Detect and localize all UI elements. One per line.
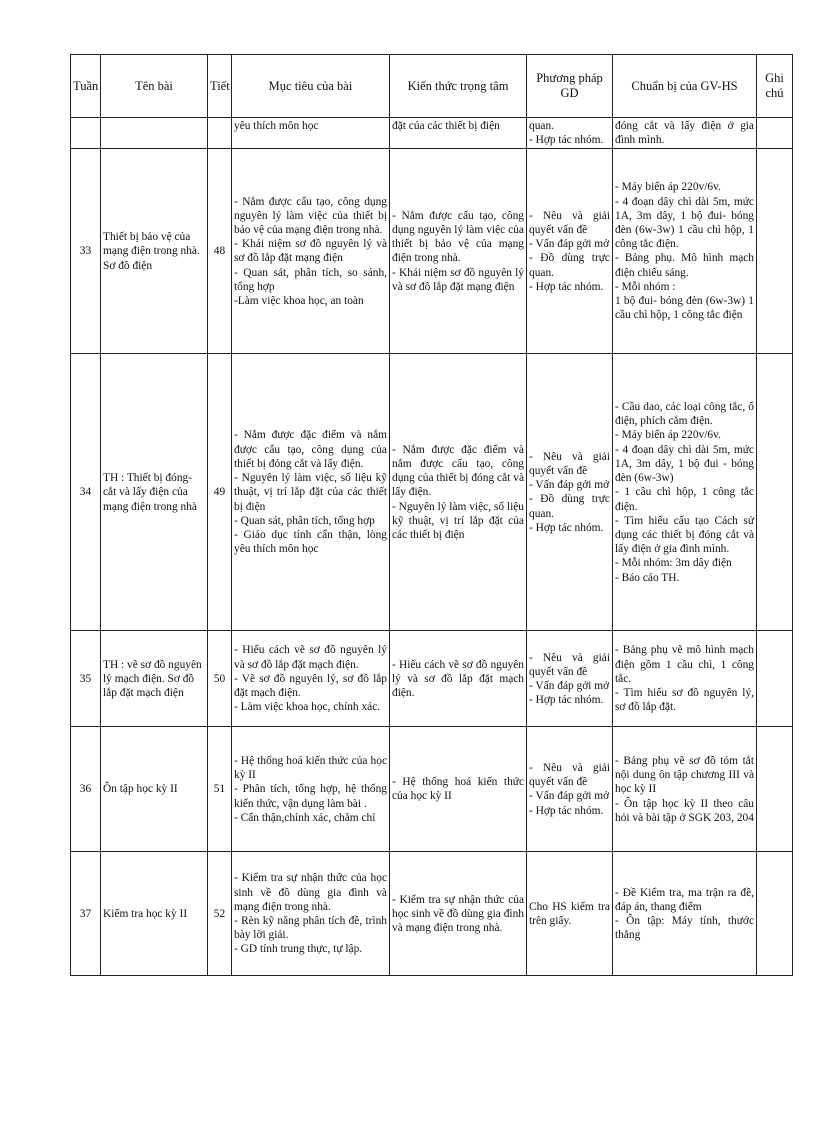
prep-cell bbox=[613, 118, 757, 149]
prep-cell-line: - Bảng phụ vẽ mô hình mạch điện gồm 1 cầu chì, 1 công tắc. bbox=[615, 644, 754, 685]
lesson-title-cell bbox=[101, 631, 208, 727]
prep-cell-line: 1 bộ đui- bóng đèn (6w-3w) 1 cầu chì hộp, 1 công tắc điện bbox=[615, 295, 754, 322]
table-row bbox=[71, 354, 793, 631]
objectives-cell-line: - Khái niệm sơ đồ nguyên lý và sơ đồ lắp đặt mạng điện bbox=[234, 238, 387, 265]
objectives-cell bbox=[232, 354, 390, 631]
week-cell bbox=[71, 149, 101, 354]
objectives-cell bbox=[232, 852, 390, 976]
knowledge-cell-line: - Nắm được cấu tạo, công dụng nguyên lý làm việc của thiết bị bảo vệ của mạng điện trong nhà. bbox=[392, 209, 524, 265]
week-cell-text: 36 bbox=[79, 783, 92, 796]
lesson-title-cell-text: Thiết bị bảo vệ của mạng điện trong nhà. Sơ đồ điện bbox=[103, 231, 200, 272]
table-row bbox=[71, 852, 793, 976]
method-cell-line: - Đồ dùng trực quan. bbox=[529, 252, 610, 279]
method-cell-line: - Hợp tác nhóm. bbox=[529, 804, 604, 817]
week-cell-text: 34 bbox=[79, 486, 92, 499]
method-cell bbox=[527, 631, 613, 727]
method-cell-line: - Hợp tác nhóm. bbox=[529, 521, 604, 534]
prep-cell bbox=[613, 852, 757, 976]
objectives-cell-line: - Hệ thống hoá kiến thức của học kỳ II bbox=[234, 754, 387, 782]
objectives-cell-line: - Vẽ sơ đồ nguyên lý, sơ đồ lắp đặt mạch điện. bbox=[234, 672, 387, 699]
method-cell-line: - Hợp tác nhóm. bbox=[529, 280, 604, 293]
method-cell-line: quan. bbox=[529, 120, 554, 132]
header-prep: Chuẩn bị của GV-HS bbox=[613, 55, 757, 118]
method-cell bbox=[527, 852, 613, 976]
lesson-title-cell bbox=[101, 149, 208, 354]
prep-cell bbox=[613, 354, 757, 631]
method-cell-line: Cho HS kiểm tra trên giấy. bbox=[529, 900, 610, 927]
objectives-cell-line: - Nắm được cấu tạo, công dụng nguyên lý làm việc của thiết bị bảo vệ của mạng điện trong nhà. bbox=[234, 195, 387, 236]
prep-cell-line: - Đề Kiểm tra, ma trận ra đề, đáp án, thang điểm bbox=[615, 886, 754, 913]
objectives-cell bbox=[232, 149, 390, 354]
period-cell bbox=[208, 354, 232, 631]
objectives-cell-line: - Nắm được đặc điểm và nắm được cấu tạo, công dụng của thiết bị đóng cắt và lấy điện. bbox=[234, 429, 387, 470]
prep-cell bbox=[613, 727, 757, 852]
objectives-cell-line: yêu thích môn học bbox=[234, 120, 319, 132]
objectives-cell bbox=[232, 118, 390, 149]
period-cell bbox=[208, 727, 232, 852]
knowledge-cell bbox=[390, 118, 527, 149]
header-objectives: Mục tiêu của bài bbox=[232, 55, 390, 118]
objectives-cell-line: - Rèn kỹ năng phân tích đề, trình bày lời giải. bbox=[234, 914, 387, 942]
method-cell-line: - Hợp tác nhóm. bbox=[529, 694, 604, 707]
table-body bbox=[71, 118, 793, 976]
prep-cell-line: - 4 đoạn dây chì dài 5m, mức 1A, 3m dây, 1 bộ đui- bóng đèn (6w-3w) 1 cầu chì hộp, 1 công tắc điện. bbox=[615, 195, 754, 251]
knowledge-cell bbox=[390, 149, 527, 354]
week-cell-text: 35 bbox=[79, 672, 92, 685]
objectives-cell-line: - Cẩn thận,chính xác, chăm chỉ bbox=[234, 811, 376, 824]
objectives-cell-line: - Phân tích, tổng hợp, hệ thống kiến thức, vận dụng làm bài . bbox=[234, 783, 387, 810]
prep-cell-line: - Bảng phụ vẽ sơ đồ tóm tắt nội dung ôn tập chương III và học kỳ II bbox=[615, 754, 754, 796]
period-cell bbox=[208, 852, 232, 976]
lesson-plan-sheet bbox=[70, 54, 792, 976]
prep-cell-line: - 1 cầu chì hộp, 1 công tắc điện. bbox=[615, 486, 754, 513]
knowledge-cell-line: - Nguyên lý làm việc, số liệu kỹ thuật, vị trí lắp đặt của các thiết bị điện bbox=[392, 500, 524, 541]
table-row bbox=[71, 631, 793, 727]
prep-cell-line: - Bảng phụ. Mô hình mạch điện chiếu sáng. bbox=[615, 252, 754, 279]
prep-cell-line: - 4 đoạn dây chì dài 5m, mức 1A, 3m dây, 1 bộ đui - bóng đèn (6w-3w) bbox=[615, 443, 754, 485]
prep-cell-line: - Ôn tập học kỳ II theo câu hỏi và bài tập ở SGK 203, 204 bbox=[615, 797, 754, 824]
period-cell-text: 51 bbox=[213, 783, 226, 796]
lesson-title-cell bbox=[101, 118, 208, 149]
week-cell-text: 37 bbox=[79, 907, 92, 920]
note-cell bbox=[757, 118, 793, 149]
method-cell-line: - Nêu và giải quyết vấn đề bbox=[529, 209, 610, 236]
knowledge-cell bbox=[390, 631, 527, 727]
method-cell-line: - Nêu và giải quyết vấn đề bbox=[529, 651, 610, 678]
knowledge-cell-line: - Nắm được đặc điểm và nắm được cấu tạo, công dụng của thiết bị đóng cắt và lấy điện. bbox=[392, 443, 524, 499]
header-lesson: Tên bài bbox=[101, 55, 208, 118]
lesson-title-cell bbox=[101, 852, 208, 976]
objectives-cell-line: - GD tính trung thực, tự lập. bbox=[234, 943, 363, 956]
knowledge-cell bbox=[390, 727, 527, 852]
method-cell bbox=[527, 118, 613, 149]
objectives-cell bbox=[232, 727, 390, 852]
lesson-title-cell-text: TH : vẽ sơ đồ nguyên lý mạch điện. Sơ đồ lắp đặt mạch điện bbox=[103, 658, 202, 699]
lesson-title-cell-text: Ôn tập học kỳ II bbox=[103, 783, 178, 796]
header-row bbox=[71, 55, 793, 118]
prep-cell-line: - Mỗi nhóm: 3m dây điện bbox=[615, 557, 732, 570]
period-cell bbox=[208, 631, 232, 727]
prep-cell bbox=[613, 149, 757, 354]
knowledge-cell-line: - Hiểu cách vẽ sơ đồ nguyên lý và sơ đồ lắp đặt mạch điện. bbox=[392, 658, 524, 699]
method-cell-line: - Nêu và giải quyết vấn đề bbox=[529, 762, 610, 789]
lesson-title-cell-text: Kiểm tra học kỳ II bbox=[103, 907, 188, 920]
objectives-cell-line: - Nguyên lý làm việc, số liệu kỹ thuật, vị trí lắp đặt của các thiết bị điện bbox=[234, 472, 387, 513]
objectives-cell-line: - Hiểu cách vẽ sơ đồ nguyên lý và sơ đồ lắp đặt mạch điện. bbox=[234, 644, 387, 671]
week-cell bbox=[71, 727, 101, 852]
note-cell bbox=[757, 852, 793, 976]
knowledge-cell-line: - Kiểm tra sự nhận thức của học sinh về đồ dùng gia đình và mạng điện trong nhà. bbox=[392, 893, 524, 934]
note-cell bbox=[757, 727, 793, 852]
table-row bbox=[71, 118, 793, 149]
method-cell-line: - Vấn đáp gởi mở bbox=[529, 238, 610, 251]
week-cell bbox=[71, 631, 101, 727]
lesson-title-cell bbox=[101, 354, 208, 631]
week-cell-text: 33 bbox=[79, 245, 92, 258]
table-row bbox=[71, 727, 793, 852]
period-cell-text: 48 bbox=[213, 245, 226, 258]
header-period: Tiết bbox=[208, 55, 232, 118]
method-cell bbox=[527, 354, 613, 631]
method-cell-line: - Nêu và giải quyết vấn đề bbox=[529, 450, 610, 477]
prep-cell-line: đóng cắt và lấy điện ở gia đình mình. bbox=[615, 120, 754, 147]
objectives-cell-line: - Kiểm tra sự nhận thức của học sinh về đồ dùng gia đình và mạng điện trong nhà. bbox=[234, 872, 387, 913]
knowledge-cell bbox=[390, 852, 527, 976]
note-cell bbox=[757, 354, 793, 631]
period-cell bbox=[208, 149, 232, 354]
objectives-cell-line: - Quan sát, phân tích, so sánh, tổng hợp bbox=[234, 266, 387, 293]
method-cell bbox=[527, 149, 613, 354]
method-cell-line: - Hợp tác nhóm. bbox=[529, 134, 604, 147]
period-cell-text: 52 bbox=[213, 907, 226, 920]
prep-cell-line: - Máy biến áp 220v/6v. bbox=[615, 429, 721, 442]
objectives-cell-line: - Quan sát, phân tích, tổng hợp bbox=[234, 514, 375, 527]
prep-cell-line: - Tìm hiểu sơ đồ nguyên lý, sơ đồ lắp đặt. bbox=[615, 687, 754, 714]
header-method: Phương pháp GD bbox=[527, 55, 613, 118]
period-cell bbox=[208, 118, 232, 149]
prep-cell bbox=[613, 631, 757, 727]
lesson-title-cell bbox=[101, 727, 208, 852]
method-cell-line: - Đồ dùng trực quan. bbox=[529, 493, 610, 520]
method-cell-line: - Vấn đáp gởi mở bbox=[529, 679, 610, 692]
note-cell bbox=[757, 149, 793, 354]
week-cell bbox=[71, 852, 101, 976]
week-cell bbox=[71, 118, 101, 149]
method-cell-line: - Vấn đáp gởi mở bbox=[529, 790, 610, 803]
knowledge-cell-line: - Hệ thống hoá kiến thức của học kỳ II bbox=[392, 776, 524, 803]
knowledge-cell-line: đặt của các thiết bị điện bbox=[392, 120, 500, 132]
lesson-plan-table bbox=[70, 54, 793, 976]
period-cell-text: 49 bbox=[213, 486, 226, 499]
header-note: Ghi chú bbox=[757, 55, 793, 118]
header-week: Tuần bbox=[71, 55, 101, 118]
prep-cell-line: - Mỗi nhóm : bbox=[615, 280, 676, 293]
prep-cell-line: - Cầu dao, các loại công tắc, ổ điện, phích cắm điện. bbox=[615, 401, 754, 428]
header-knowledge: Kiến thức trọng tâm bbox=[390, 55, 527, 118]
prep-cell-line: - Ôn tập: Máy tính, thước thẳng bbox=[615, 914, 754, 942]
prep-cell-line: - Tìm hiểu cấu tạo Cách sử dụng các thiết bị đóng cắt và lấy điện ở gia đình mình. bbox=[615, 514, 754, 556]
objectives-cell-line: - Làm việc khoa học, chính xác. bbox=[234, 701, 381, 714]
knowledge-cell-line: - Khái niệm sơ đồ nguyên lý và sơ đồ lắp đặt mạng điện bbox=[392, 266, 524, 293]
period-cell-text: 50 bbox=[213, 672, 226, 685]
objectives-cell-line: - Giáo dục tính cẩn thận, lòng yêu thích môn học bbox=[234, 528, 387, 556]
knowledge-cell bbox=[390, 354, 527, 631]
objectives-cell bbox=[232, 631, 390, 727]
week-cell bbox=[71, 354, 101, 631]
note-cell bbox=[757, 631, 793, 727]
method-cell bbox=[527, 727, 613, 852]
lesson-title-cell-text: TH : Thiết bị đóng-cắt và lấy điện của mạng điện trong nhà bbox=[103, 472, 197, 513]
prep-cell-line: - Máy biến áp 220v/6v. bbox=[615, 181, 721, 194]
prep-cell-line: - Báo cáo TH. bbox=[615, 571, 680, 584]
method-cell-line: - Vấn đáp gởi mở bbox=[529, 479, 610, 492]
table-row bbox=[71, 149, 793, 354]
objectives-cell-line: -Làm việc khoa học, an toàn bbox=[234, 295, 364, 308]
